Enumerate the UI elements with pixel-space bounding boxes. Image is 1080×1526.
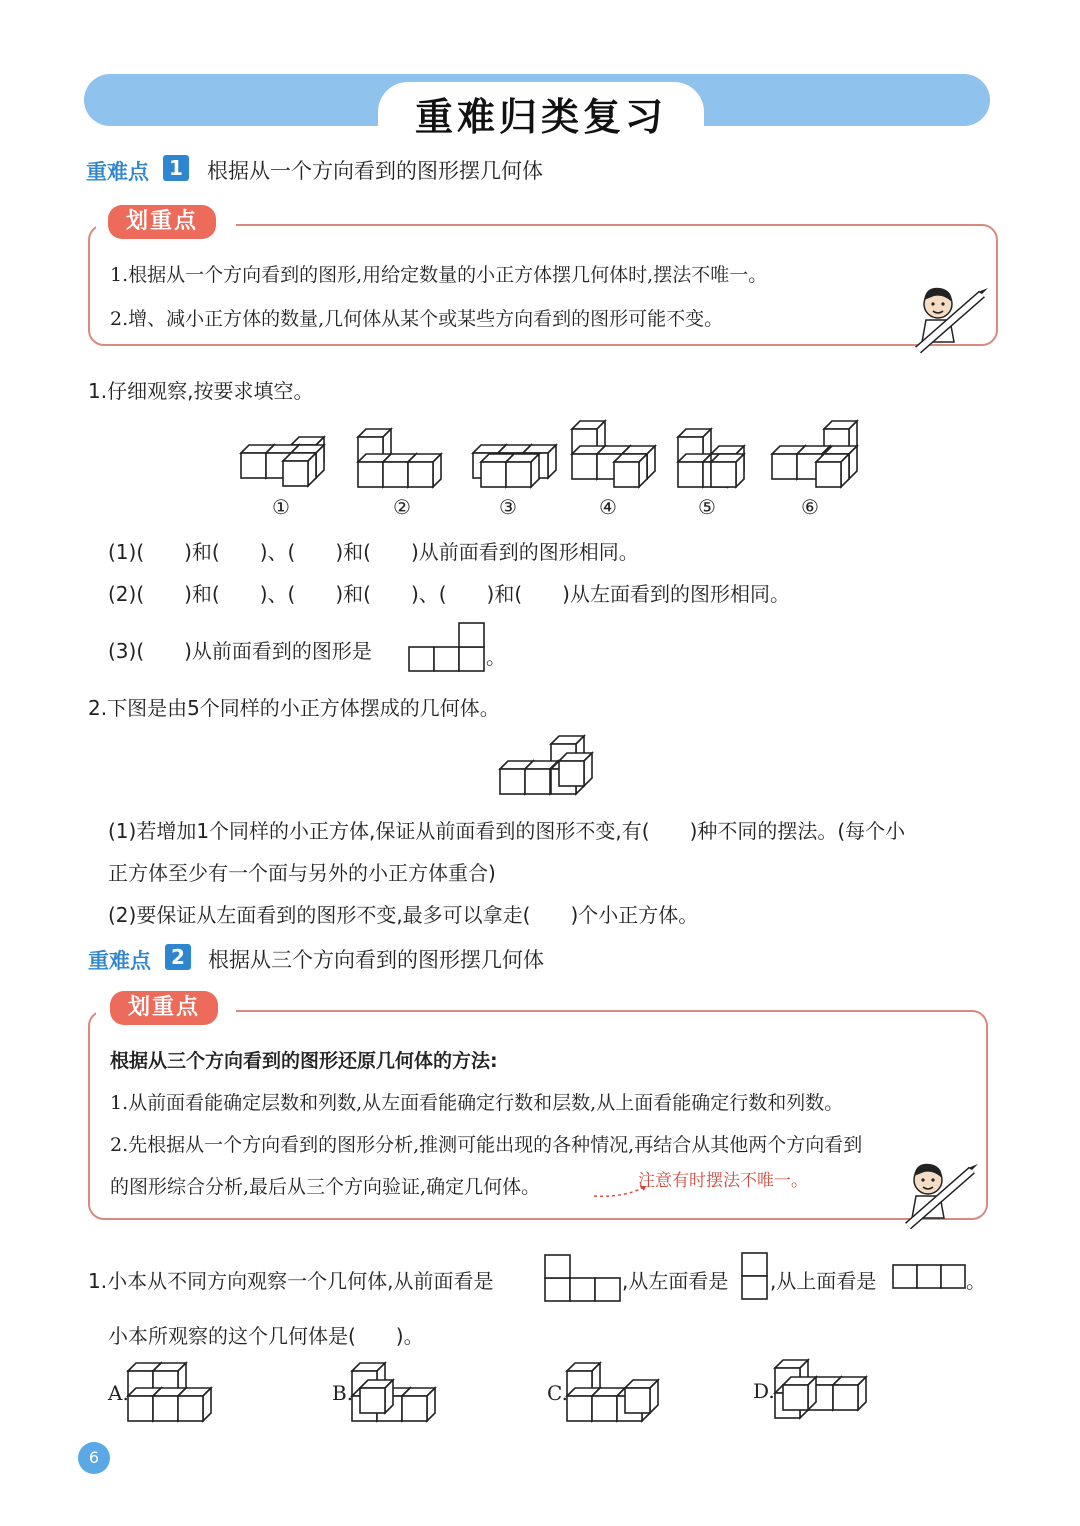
option-c-figure bbox=[567, 1363, 658, 1421]
section2-point-3: 的图形综合分析,最后从三个方向验证,确定几何体。 bbox=[110, 1176, 541, 1198]
q3-part1: 1.小本从不同方向观察一个几何体,从前面看是 bbox=[88, 1269, 494, 1293]
section1-point-1: 1.根据从一个方向看到的图形,用给定数量的小正方体摆几何体时,摆法不唯一。 bbox=[110, 264, 768, 286]
section2-point-1: 1.从前面看能确定层数和列数,从左面看能确定行数和层数,从上面看能确定行数和列数。 bbox=[110, 1092, 844, 1114]
section2-point-2: 2.先根据从一个方向看到的图形分析,推测可能出现的各种情况,再结合从其他两个方向看到 bbox=[110, 1134, 863, 1156]
option-d-label[interactable]: D. bbox=[753, 1379, 775, 1403]
q3-top-view-shape bbox=[893, 1265, 965, 1288]
section1-title: 根据从一个方向看到的图形摆几何体 bbox=[207, 159, 543, 183]
option-d-figure bbox=[775, 1360, 866, 1418]
q3-line2: 小本所观察的这个几何体是( )。 bbox=[108, 1324, 424, 1348]
figure-3-label: ③ bbox=[499, 495, 517, 519]
section2-note: 注意有时摆法不唯一。 bbox=[638, 1171, 808, 1191]
section1-label: 重难点 bbox=[86, 160, 149, 184]
option-b-label[interactable]: B. bbox=[332, 1381, 354, 1405]
figure-2 bbox=[358, 429, 441, 487]
option-c-label[interactable]: C. bbox=[547, 1381, 568, 1405]
figure-5-label: ⑤ bbox=[698, 495, 716, 519]
section2-number: 2 bbox=[165, 944, 191, 970]
page-number: 6 bbox=[78, 1442, 110, 1474]
figure-3 bbox=[473, 445, 556, 487]
figure-1 bbox=[241, 437, 324, 486]
section1-number: 1 bbox=[163, 155, 189, 181]
q2-sub1-line1: (1)若增加1个同样的小正方体,保证从前面看到的图形不变,有( )种不同的摆法。(每个小 bbox=[108, 819, 906, 843]
q3-part2: ,从左面看是 bbox=[622, 1269, 729, 1293]
figure-6-label: ⑥ bbox=[801, 495, 819, 519]
section1-keypoint-tag: 划重点 bbox=[108, 205, 216, 239]
section2-heading: 根据从三个方向看到的图形还原几何体的方法: bbox=[110, 1050, 498, 1072]
q2-sub1-line2: 正方体至少有一个面与另外的小正方体重合) bbox=[108, 861, 496, 885]
option-a-figure bbox=[128, 1363, 211, 1421]
section1-point-2: 2.增、减小正方体的数量,几何体从某个或某些方向看到的图形可能不变。 bbox=[110, 308, 724, 330]
q1-stem: 1.仔细观察,按要求填空。 bbox=[88, 379, 314, 403]
figure-1-label: ① bbox=[272, 495, 290, 519]
q3-left-view-shape bbox=[742, 1253, 767, 1299]
q2-stem: 2.下图是由5个同样的小正方体摆成的几何体。 bbox=[88, 696, 500, 720]
q1-sub1: (1)( )和( )、( )和( )从前面看到的图形相同。 bbox=[108, 540, 639, 564]
option-a-label[interactable]: A. bbox=[108, 1381, 129, 1405]
q3-part4: 。 bbox=[966, 1269, 986, 1293]
figure-2-label: ② bbox=[393, 495, 411, 519]
option-b-figure bbox=[352, 1363, 435, 1421]
q1-sub3-after: 。 bbox=[486, 645, 506, 669]
q3-front-view-shape bbox=[545, 1255, 620, 1301]
q2-figure bbox=[500, 736, 592, 794]
section2-title: 根据从三个方向看到的图形摆几何体 bbox=[208, 948, 544, 972]
figure-5 bbox=[678, 429, 744, 487]
q2-sub2: (2)要保证从左面看到的图形不变,最多可以拿走( )个小正方体。 bbox=[108, 903, 699, 927]
q1-sub2: (2)( )和( )、( )和( )、( )和( )从左面看到的图形相同。 bbox=[108, 582, 790, 606]
q3-part3: ,从上面看是 bbox=[770, 1269, 877, 1293]
boy-with-pencil-icon-2 bbox=[902, 1158, 980, 1236]
q1-sub3-before: (3)( )从前面看到的图形是 bbox=[108, 639, 372, 663]
section2-label: 重难点 bbox=[88, 949, 151, 973]
q1-front-view-shape bbox=[409, 623, 484, 671]
figure-4 bbox=[572, 421, 655, 487]
section2-keypoint-tag: 划重点 bbox=[110, 991, 218, 1025]
figure-6 bbox=[772, 421, 857, 487]
page-title: 重难归类复习 bbox=[414, 95, 667, 139]
figure-4-label: ④ bbox=[599, 495, 617, 519]
